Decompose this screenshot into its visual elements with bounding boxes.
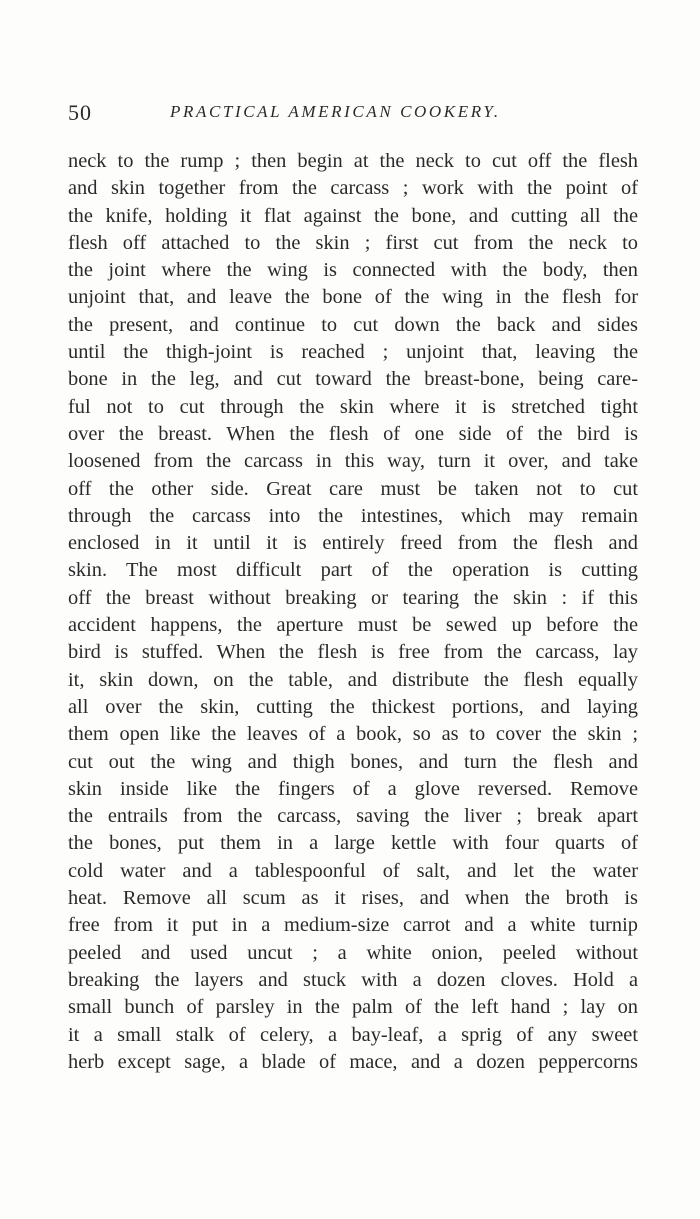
text-line: accident happens, the aperture must be sewed up before the <box>68 614 638 637</box>
text-line: the entrails from the carcass, saving the liver ; break apart <box>68 805 638 828</box>
text-line: through the carcass into the intestines, which may remain <box>68 504 638 527</box>
text-line: and skin together from the carcass ; work with the point of <box>68 177 638 200</box>
text-line: small bunch of parsley in the palm of the left hand ; lay on <box>68 996 638 1019</box>
text-line: the knife, holding it flat against the bone, and cutting all the <box>68 204 638 227</box>
text-line: it, skin down, on the table, and distribute the flesh equally <box>68 668 638 691</box>
text-line: them open like the leaves of a book, so as to cover the skin ; <box>68 723 638 746</box>
text-line: cold water and a tablespoonful of salt, and let the water <box>68 859 638 882</box>
text-line: peeled and used uncut ; a white onion, peeled without <box>68 941 638 964</box>
text-line: bird is stuffed. When the flesh is free from the carcass, lay <box>68 641 638 664</box>
text-line: herb except sage, a blade of mace, and a dozen peppercorns <box>68 1050 638 1073</box>
text-line: ful not to cut through the skin where it is stretched tight <box>68 395 638 418</box>
text-line: breaking the layers and stuck with a dozen cloves. Hold a <box>68 968 638 991</box>
text-line: cut out the wing and thigh bones, and turn the flesh and <box>68 750 638 773</box>
text-line: bone in the leg, and cut toward the breast-bone, being care- <box>68 368 638 391</box>
text-line: all over the skin, cutting the thickest portions, and laying <box>68 695 638 718</box>
text-line: free from it put in a medium-size carrot and a white turnip <box>68 914 638 937</box>
text-line: loosened from the carcass in this way, turn it over, and take <box>68 450 638 473</box>
body-text <box>68 148 638 1076</box>
text-line: the joint where the wing is connected with the body, then <box>68 259 638 282</box>
text-line: skin. The most difficult part of the operation is cutting <box>68 559 638 582</box>
text-line: over the breast. When the flesh of one side of the bird is <box>68 422 638 445</box>
text-line: flesh off attached to the skin ; first cut from the neck to <box>68 231 638 254</box>
text-line: until the thigh-joint is reached ; unjoint that, leaving the <box>68 341 638 364</box>
text-line: enclosed in it until it is entirely freed from the flesh and <box>68 532 638 555</box>
text-line: the present, and continue to cut down the back and sides <box>68 313 638 336</box>
text-line: it a small stalk of celery, a bay-leaf, a sprig of any sweet <box>68 1023 638 1046</box>
text-line: heat. Remove all scum as it rises, and when the broth is <box>68 887 638 910</box>
page-number: 50 <box>68 100 92 125</box>
text-line: off the breast without breaking or tearing the skin : if this <box>68 586 638 609</box>
text-line: unjoint that, and leave the bone of the wing in the flesh for <box>68 286 638 309</box>
running-title: PRACTICAL AMERICAN COOKERY. <box>170 102 501 121</box>
text-line: the bones, put them in a large kettle with four quarts of <box>68 832 638 855</box>
page-header <box>68 100 640 130</box>
text-line: off the other side. Great care must be taken not to cut <box>68 477 638 500</box>
text-line: neck to the rump ; then begin at the neck to cut off the flesh <box>68 150 638 172</box>
text-line: skin inside like the fingers of a glove reversed. Remove <box>68 777 638 800</box>
